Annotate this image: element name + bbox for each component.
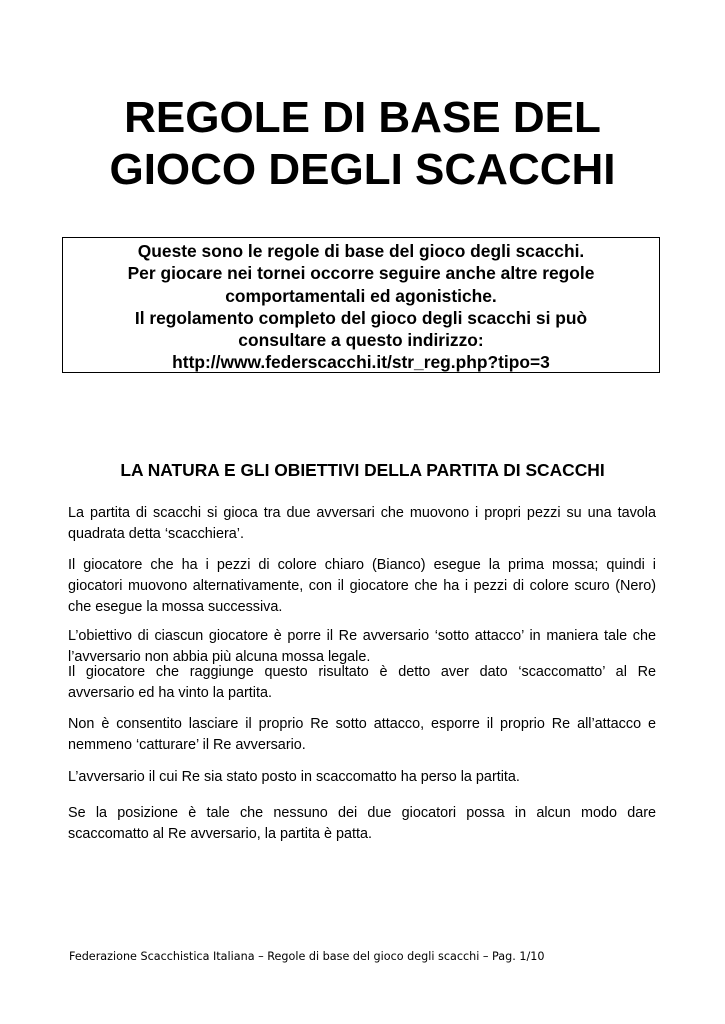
paragraph-line: quadrata detta ‘scacchiera’.: [68, 526, 244, 542]
paragraph-line: Se la posizione è tale che nessuno dei due giocatori possa in alcun modo dare: [68, 805, 656, 821]
notice-url: http://www.federscacchi.it/str_reg.php?tipo=3: [172, 352, 550, 373]
paragraph-line: Il giocatore che ha i pezzi di colore chiaro (Bianco) esegue la prima mossa; quindi i: [68, 557, 656, 573]
paragraph-line: Non è consentito lasciare il proprio Re sotto attacco, esporre il proprio Re all’attacco e: [68, 716, 656, 732]
notice-box: [62, 237, 660, 373]
paragraph-line: scaccomatto al Re avversario, la partita è patta.: [68, 826, 372, 842]
paragraph-checkmate: [68, 662, 656, 704]
paragraph-king-attack: [68, 714, 656, 756]
document-title: [0, 92, 725, 196]
paragraph-loss: [68, 767, 656, 788]
page-footer: Federazione Scacchistica Italiana – Regole di base del gioco degli scacchi – Pag. 1/10: [69, 950, 545, 963]
notice-line: Il regolamento completo del gioco degli scacchi si può: [134, 307, 588, 328]
paragraph-line: L’avversario il cui Re sia stato posto in scaccomatto ha perso la partita.: [68, 769, 520, 785]
notice-line: comportamentali ed agonistiche.: [225, 285, 497, 306]
paragraph-chessboard: [68, 503, 656, 545]
notice-line: Queste sono le regole di base del gioco degli scacchi.: [137, 241, 585, 261]
section-heading: LA NATURA E GLI OBIETTIVI DELLA PARTITA DI SCACCHI: [120, 460, 605, 480]
paragraph-move-order: [68, 555, 656, 618]
notice-line: Per giocare nei tornei occorre seguire anche altre regole: [127, 263, 595, 284]
paragraph-line: giocatori muovono alternativamente, con il giocatore che ha i pezzi di colore scuro (Nero): [68, 578, 656, 594]
title-line-1: REGOLE DI BASE DEL: [124, 93, 601, 142]
paragraph-line: nemmeno ‘catturare’ il Re avversario.: [68, 737, 306, 753]
title-line-2: GIOCO DEGLI SCACCHI: [109, 145, 616, 194]
notice-line: consultare a questo indirizzo:: [238, 330, 484, 351]
paragraph-line: che esegue la mossa successiva.: [68, 599, 283, 615]
paragraph-line: Il giocatore che raggiunge questo risultato è detto aver dato ‘scaccomatto’ al Re: [68, 664, 656, 680]
paragraph-line: l’avversario non abbia più alcuna mossa legale.: [68, 649, 371, 665]
paragraph-line: La partita di scacchi si gioca tra due avversari che muovono i propri pezzi su una tavola: [68, 505, 656, 521]
paragraph-draw: [68, 803, 656, 845]
paragraph-line: avversario ed ha vinto la partita.: [68, 685, 272, 701]
paragraph-line: L’obiettivo di ciascun giocatore è porre il Re avversario ‘sotto attacco’ in maniera tale che: [68, 628, 656, 644]
